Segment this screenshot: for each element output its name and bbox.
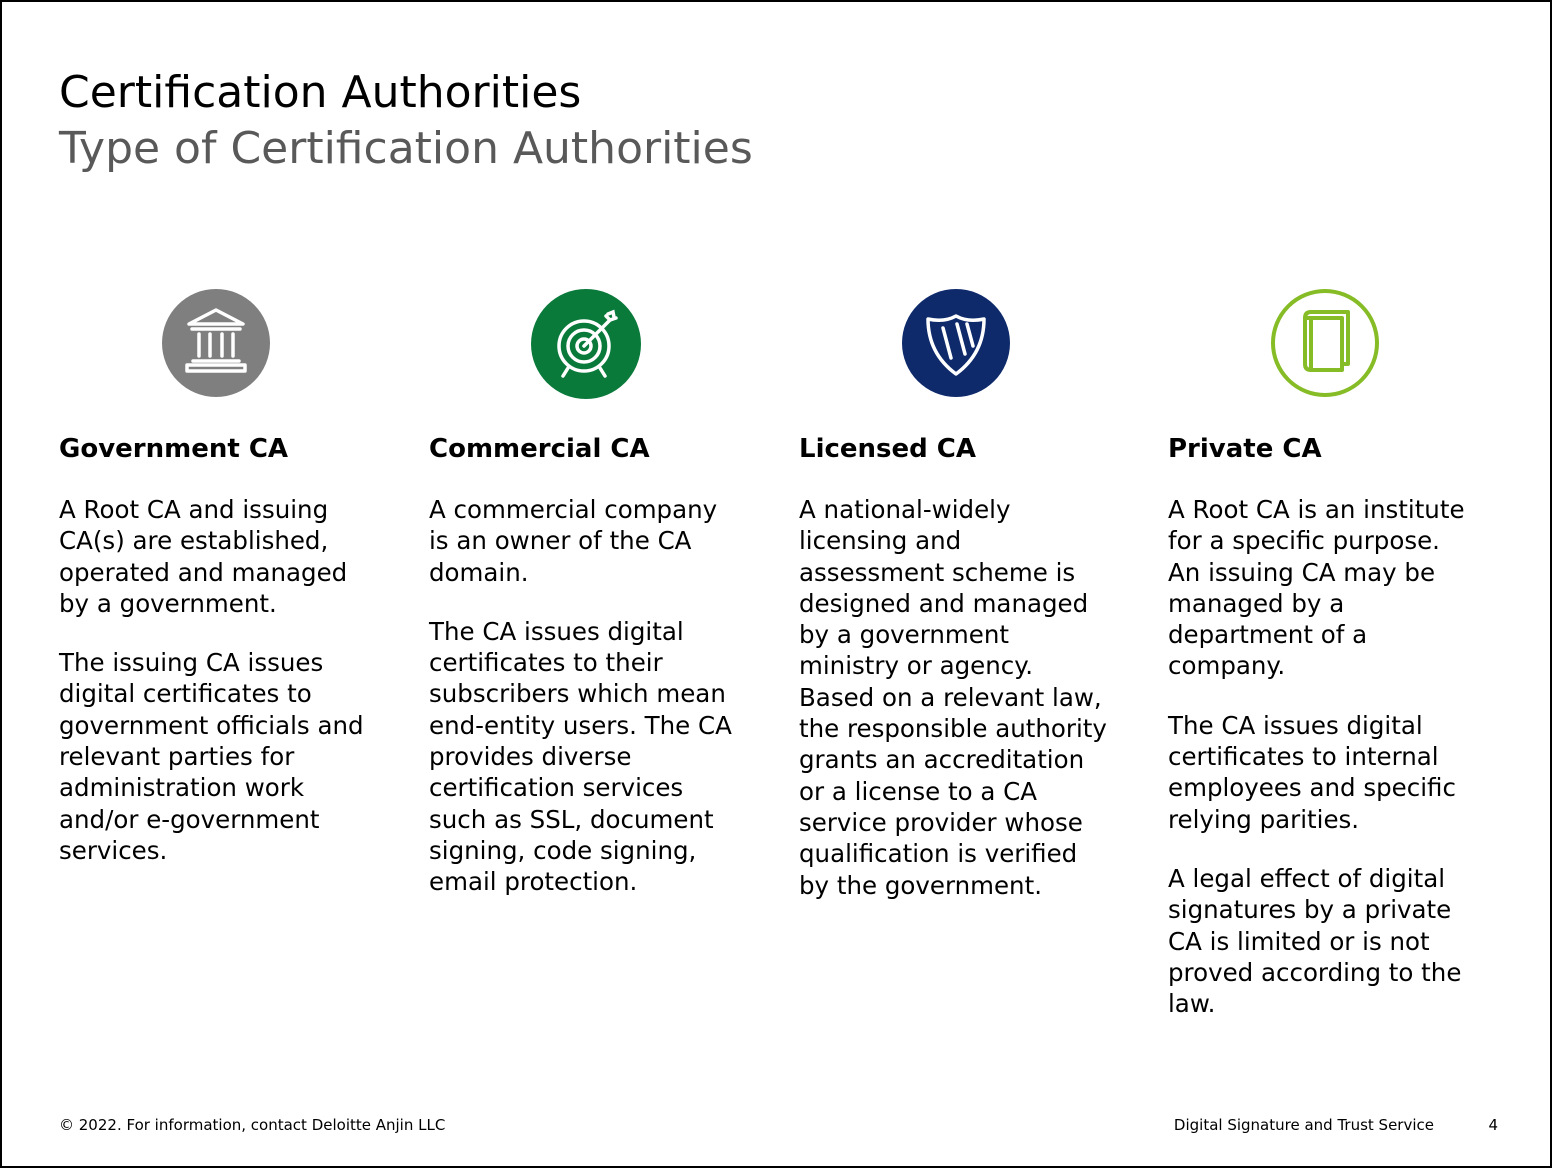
shield-icon <box>901 288 1011 398</box>
column-body <box>799 494 1139 929</box>
page-number: 4 <box>1488 1116 1498 1134</box>
paragraph: A Root CA is an institute for a specific purpose. An issuing CA may be managed by a department of a company. <box>1168 495 1465 681</box>
paragraph: A legal effect of digital signatures by a private CA is limited or is not proved according to the law. <box>1168 863 1462 1019</box>
column-body <box>1168 494 1508 1047</box>
footer-deck-title: Digital Signature and Trust Service <box>1173 1116 1434 1134</box>
paragraph: The CA issues digital certificates to their subscribers which mean end-entity users. The CA provides diverse certification services such as SSL, document signing, code signing, email protection. <box>429 616 732 897</box>
book-icon <box>1270 288 1380 398</box>
target-icon <box>530 288 640 398</box>
column-heading: Licensed CA <box>799 434 977 464</box>
column-heading: Commercial CA <box>429 434 650 464</box>
column-body <box>429 494 769 926</box>
paragraph: A Root CA and issuing CA(s) are established, operated and managed by a government. <box>59 495 348 618</box>
slide-subtitle: Type of Certification Authorities <box>59 123 753 174</box>
paragraph: A commercial company is an owner of the CA domain. <box>429 495 718 587</box>
paragraph: A national-widely licensing and assessment scheme is designed and managed by a government ministry or agency. Based on a relevant law, the responsible authority grants an accreditation or a license to a CA service provider whose qualification is verified by the government. <box>799 495 1107 900</box>
column-heading: Government CA <box>59 434 289 464</box>
slide-title: Certification Authorities <box>59 67 582 118</box>
paragraph: The issuing CA issues digital certificates to government officials and relevant parties for administration work and/or e-government services. <box>59 648 364 865</box>
government-building-icon <box>161 288 271 398</box>
column-heading: Private CA <box>1168 434 1322 464</box>
paragraph: The CA issues digital certificates to internal employees and specific relying parities. <box>1168 710 1456 834</box>
footer-copyright: © 2022. For information, contact Deloitte Anjin LLC <box>59 1116 446 1134</box>
column-body <box>59 494 399 894</box>
